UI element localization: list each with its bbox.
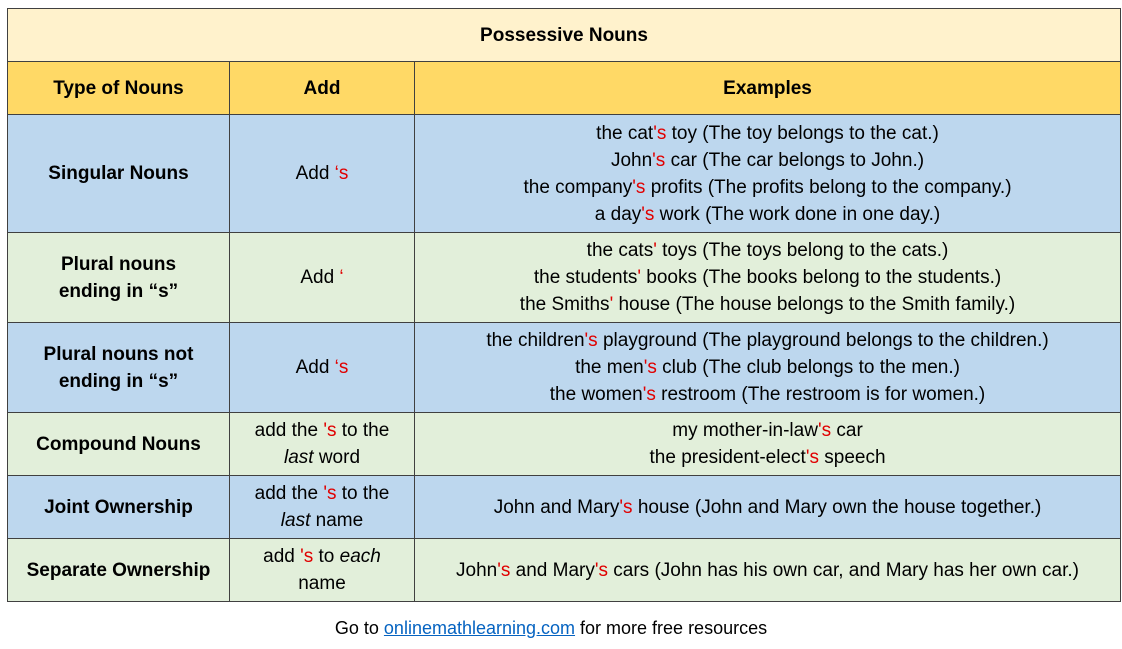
add-rule-cell	[230, 476, 415, 539]
text-run: the company	[523, 176, 633, 198]
table-title: Possessive Nouns	[8, 9, 1121, 62]
table-row	[8, 233, 1121, 323]
apostrophe-marker: 's	[642, 384, 656, 405]
text-run: each	[339, 546, 381, 567]
apostrophe-marker: 's	[805, 447, 819, 468]
table-row	[8, 323, 1121, 413]
examples-cell	[415, 539, 1121, 602]
add-rule-text	[252, 543, 392, 597]
noun-type: Compound Nouns	[36, 433, 201, 455]
apostrophe-marker: 's	[641, 203, 655, 225]
text-run: toys (The toys belong to the cats.)	[656, 240, 949, 261]
apostrophe-marker: ‘	[339, 267, 344, 288]
text-run: name	[310, 510, 364, 531]
apostrophe-marker: 's	[323, 420, 337, 441]
header-add: Add	[230, 62, 415, 115]
header-examples: Examples	[415, 62, 1121, 115]
example-line	[415, 291, 1120, 318]
example-line	[415, 201, 1120, 228]
examples-cell	[415, 115, 1121, 233]
text-run: the Smiths	[519, 294, 610, 315]
add-rule-cell	[230, 233, 415, 323]
noun-type: Singular Nouns	[48, 163, 189, 184]
noun-type: Plural nouns ending in “s”	[58, 253, 179, 302]
possessive-nouns-table	[7, 8, 1121, 602]
noun-type-cell	[8, 476, 230, 539]
table-row	[8, 476, 1121, 539]
apostrophe-marker: '	[653, 240, 657, 261]
text-run: Add	[300, 267, 340, 288]
text-run: house (John and Mary own the house together.)	[632, 496, 1042, 518]
footer	[0, 618, 1102, 639]
add-rule-cell	[230, 539, 415, 602]
text-run: Add	[295, 357, 335, 378]
text-run: the children	[486, 330, 585, 351]
noun-type-cell	[8, 323, 230, 413]
apostrophe-marker: 's	[584, 330, 598, 351]
text-run: to	[313, 546, 340, 567]
text-run: the president-elect	[649, 447, 806, 468]
footer-link[interactable]: onlinemathlearning.com	[383, 618, 576, 638]
text-run: restroom (The restroom is for women.)	[655, 384, 986, 405]
text-run: John and Mary	[493, 496, 620, 518]
header-row	[8, 62, 1121, 115]
text-run: add	[263, 546, 301, 567]
text-run: books (The books belong to the students.)	[641, 267, 1002, 288]
apostrophe-marker: 's	[619, 496, 633, 518]
text-run: to the	[336, 420, 390, 441]
text-run: add the	[254, 483, 324, 504]
table-row	[8, 413, 1121, 476]
example-line	[415, 237, 1120, 264]
add-rule-text	[242, 480, 402, 534]
apostrophe-marker: 's	[817, 420, 832, 441]
apostrophe-marker: 's	[594, 559, 608, 581]
noun-type: Separate Ownership	[26, 559, 211, 581]
apostrophe-marker: 's	[497, 559, 511, 581]
text-run: last	[283, 447, 314, 468]
text-run: my mother-in-law	[672, 420, 818, 441]
header-type: Type of Nouns	[8, 62, 230, 115]
text-run: house (The house belongs to the Smith family.)	[613, 294, 1016, 315]
text-run: name	[298, 573, 346, 594]
add-rule-cell	[230, 413, 415, 476]
noun-type-cell	[8, 413, 230, 476]
example-line	[415, 417, 1120, 444]
text-run: playground (The playground belongs to the children.)	[597, 330, 1049, 351]
text-run: a day	[594, 203, 642, 225]
footer-prefix: Go to	[334, 618, 384, 638]
text-run: to the	[336, 483, 390, 504]
text-run: the students	[533, 267, 638, 288]
text-run: the men	[575, 357, 644, 378]
example-line	[415, 327, 1120, 354]
text-run: John	[456, 559, 498, 581]
footer-suffix: for more free resources	[575, 618, 768, 638]
text-run: toy (The toy belongs to the cat.)	[666, 122, 939, 144]
example-line	[415, 354, 1120, 381]
noun-type-cell	[8, 115, 230, 233]
text-run: last	[280, 510, 311, 531]
apostrophe-marker: '	[637, 267, 642, 288]
noun-type: Joint Ownership	[44, 496, 193, 518]
text-run: profits (The profits belong to the company.)	[645, 176, 1012, 198]
noun-type-cell	[8, 539, 230, 602]
text-run: the cats	[586, 240, 654, 261]
example-line	[415, 120, 1120, 147]
examples-cell	[415, 323, 1121, 413]
add-rule-text	[242, 417, 402, 471]
apostrophe-marker: ‘s	[334, 163, 349, 184]
example-line	[415, 381, 1120, 408]
apostrophe-marker: 's	[653, 122, 667, 144]
apostrophe-marker: '	[609, 294, 614, 315]
table-row	[8, 115, 1121, 233]
text-run: speech	[818, 447, 886, 468]
apostrophe-marker: 's	[632, 176, 646, 198]
apostrophe-marker: 's	[643, 357, 657, 378]
example-line	[415, 494, 1120, 521]
text-run: word	[313, 447, 361, 468]
text-run: cars (John has his own car, and Mary has her own car.)	[608, 559, 1079, 581]
text-run: the cat	[596, 122, 654, 144]
text-run: the women	[549, 384, 643, 405]
example-line	[415, 444, 1120, 471]
title-row	[8, 9, 1121, 62]
text-run: work (The work done in one day.)	[654, 203, 941, 225]
apostrophe-marker: ‘s	[334, 357, 349, 378]
table-row	[8, 539, 1121, 602]
examples-cell	[415, 413, 1121, 476]
text-run: car	[831, 420, 863, 441]
text-run: Add	[295, 163, 335, 184]
example-line	[415, 557, 1120, 584]
noun-type: Plural nouns not ending in “s”	[43, 343, 194, 392]
noun-type-cell	[8, 233, 230, 323]
apostrophe-marker: 's	[300, 546, 314, 567]
text-run: add the	[254, 420, 324, 441]
example-line	[415, 174, 1120, 201]
examples-cell	[415, 476, 1121, 539]
add-rule-cell	[230, 323, 415, 413]
text-run: club (The club belongs to the men.)	[656, 357, 960, 378]
add-rule-cell	[230, 115, 415, 233]
apostrophe-marker: 's	[652, 149, 666, 171]
example-line	[415, 264, 1120, 291]
text-run: and Mary	[510, 559, 595, 581]
example-line	[415, 147, 1120, 174]
text-run: car (The car belongs to John.)	[665, 149, 925, 171]
apostrophe-marker: 's	[323, 483, 337, 504]
examples-cell	[415, 233, 1121, 323]
text-run: John	[610, 149, 653, 171]
